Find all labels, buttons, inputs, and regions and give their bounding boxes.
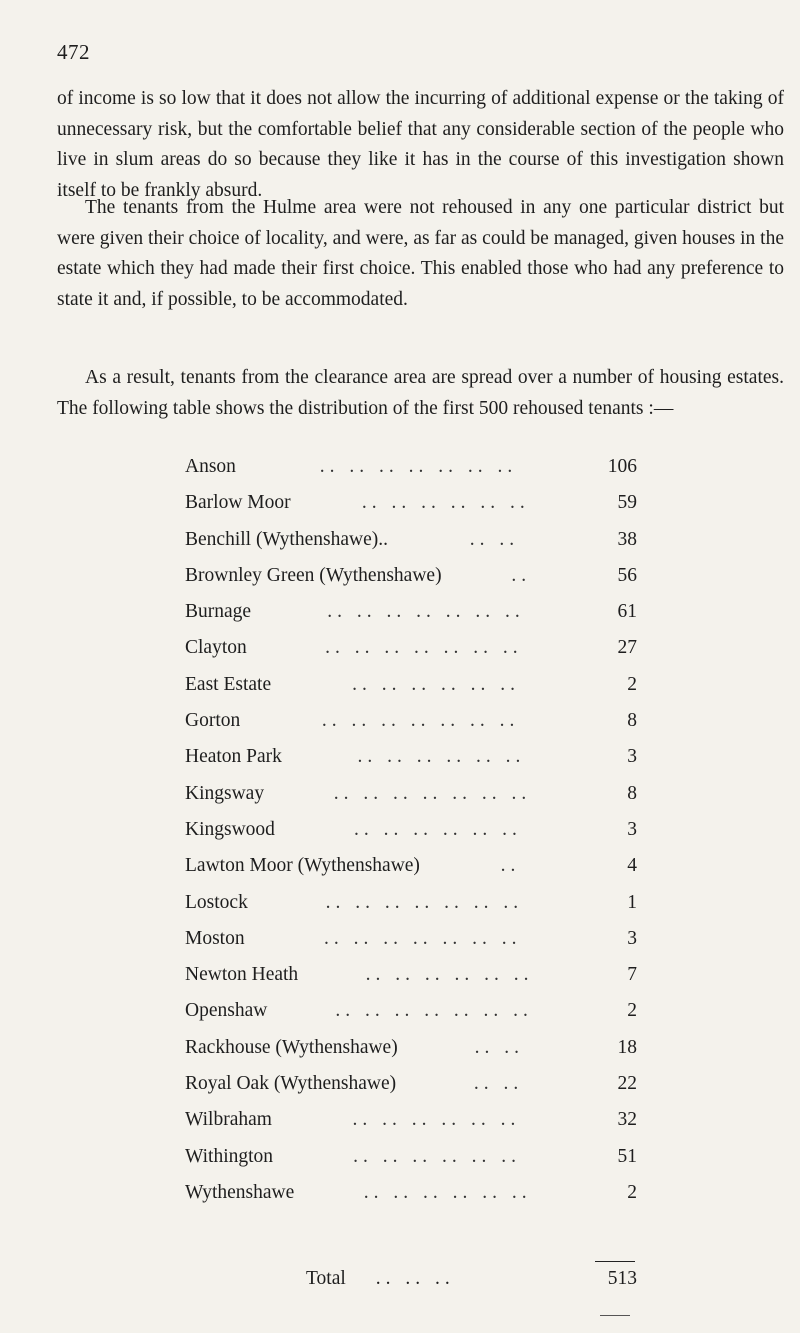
dot-leader: .. .. .. .. .. .. .. bbox=[321, 710, 520, 732]
dot-leader: .. .. .. .. .. .. bbox=[357, 746, 526, 768]
estate-name: Rackhouse (Wythenshawe) bbox=[185, 1036, 398, 1058]
total-row bbox=[306, 1268, 637, 1290]
tenant-count: 27 bbox=[617, 637, 637, 659]
dot-leader: .. .. .. .. .. .. .. bbox=[325, 891, 524, 913]
tenant-count: 61 bbox=[617, 601, 637, 623]
tenant-count: 106 bbox=[607, 456, 637, 477]
paragraph-2: The tenants from the Hulme area were not rehoused in any one particular district but were given their choice of locality, and were, as far as could be managed, given houses in the estate which they had made their first choice. This enabled those who had any preference to state it and, if possible, to be accommodated. bbox=[57, 197, 784, 310]
table-row bbox=[185, 1109, 637, 1145]
table-row bbox=[185, 529, 637, 565]
dot-leader: .. .. .. .. .. .. bbox=[363, 1181, 532, 1203]
estate-name: Moston bbox=[185, 927, 245, 949]
dot-leader: .. .. .. .. .. .. bbox=[354, 818, 522, 840]
paragraph-3: As a result, tenants from the clearance area are spread over a number of housing estates. The following table shows the distribution of the first 500 rehoused tenants :— bbox=[57, 367, 784, 419]
sum-rule bbox=[595, 1261, 635, 1262]
table-row bbox=[185, 928, 637, 964]
estate-name: Withington bbox=[185, 1145, 274, 1167]
estate-name: Brownley Green (Wythenshawe) bbox=[185, 564, 442, 586]
estate-name: Gorton bbox=[185, 710, 241, 732]
tenant-count: 8 bbox=[627, 710, 637, 732]
dot-leader: .. .. .. .. .. .. .. bbox=[335, 1000, 533, 1022]
table-row bbox=[185, 964, 637, 1000]
page-number: 472 bbox=[57, 40, 90, 64]
dot-leader: .. .. .. bbox=[375, 1268, 455, 1289]
dot-leader: .. .. .. .. .. .. .. bbox=[333, 782, 532, 804]
table-row bbox=[185, 855, 637, 891]
estate-name: Barlow Moor bbox=[185, 492, 291, 514]
estate-name: Newton Heath bbox=[185, 964, 299, 986]
tenant-count: 8 bbox=[627, 782, 637, 804]
tenant-count: 18 bbox=[617, 1036, 637, 1058]
tenant-count: 7 bbox=[627, 964, 637, 986]
dot-leader: .. .. .. .. .. .. .. bbox=[327, 601, 525, 623]
estate-name: Wythenshawe bbox=[185, 1181, 295, 1203]
tenant-count: 56 bbox=[617, 564, 637, 586]
estate-name: Royal Oak (Wythenshawe) bbox=[185, 1073, 397, 1095]
table-row bbox=[185, 819, 637, 855]
tenant-count: 2 bbox=[627, 673, 637, 695]
total-label: Total bbox=[306, 1268, 346, 1289]
estate-name: Clayton bbox=[185, 637, 247, 659]
table-row bbox=[185, 674, 637, 710]
dot-leader: .. .. .. .. .. .. .. bbox=[325, 637, 523, 659]
table-row bbox=[185, 1146, 637, 1182]
tenant-count: 32 bbox=[617, 1109, 637, 1131]
table-row bbox=[185, 1073, 637, 1109]
estate-name: Burnage bbox=[185, 601, 252, 623]
paragraph-1: of income is so low that it does not allow the incurring of additional expense or the taking of unnecessary risk, but the comfortable belief that any considerable section of the people who live in slum areas do so because they like it has in the course of this investigation shown itself to be frankly absurd. bbox=[57, 88, 784, 201]
tenant-count: 3 bbox=[627, 818, 637, 840]
estate-name: Benchill (Wythenshawe).. bbox=[185, 528, 388, 550]
tenant-count: 59 bbox=[617, 492, 637, 514]
table-row bbox=[185, 492, 637, 528]
dot-leader: .. .. .. .. .. .. bbox=[365, 964, 534, 986]
dot-leader: .. .. .. .. .. .. bbox=[361, 492, 530, 514]
dot-leader: .. bbox=[511, 564, 532, 586]
estate-name: East Estate bbox=[185, 673, 272, 695]
table-row bbox=[185, 710, 637, 746]
dot-leader: .. .. .. .. .. .. .. bbox=[324, 927, 522, 949]
tenant-count: 51 bbox=[617, 1145, 637, 1167]
dot-leader: .. .. bbox=[473, 1073, 524, 1095]
tenant-count: 3 bbox=[627, 927, 637, 949]
tenant-count: 2 bbox=[627, 1181, 637, 1203]
dot-leader: .. .. .. .. .. .. bbox=[352, 1109, 521, 1131]
dot-leader: .. .. bbox=[474, 1036, 525, 1058]
tenant-count: 2 bbox=[627, 1000, 637, 1022]
dot-leader: .. .. .. .. .. .. bbox=[352, 673, 520, 695]
dot-leader: .. bbox=[500, 855, 521, 877]
estate-name: Lawton Moor (Wythenshawe) bbox=[185, 855, 420, 877]
table-row bbox=[185, 601, 637, 637]
tenant-count: 38 bbox=[617, 528, 637, 550]
table-row bbox=[185, 637, 637, 673]
tenant-count: 1 bbox=[627, 891, 637, 913]
dot-leader: .. .. .. .. .. .. .. bbox=[319, 456, 518, 477]
closing-rule bbox=[600, 1315, 630, 1316]
table-row bbox=[185, 892, 637, 928]
tenant-count: 4 bbox=[627, 855, 637, 877]
table-row bbox=[185, 746, 637, 782]
estate-name: Wilbraham bbox=[185, 1109, 272, 1131]
estate-name: Anson bbox=[185, 456, 236, 477]
estate-name: Openshaw bbox=[185, 1000, 268, 1022]
estate-name: Heaton Park bbox=[185, 746, 282, 768]
table-row bbox=[185, 783, 637, 819]
distribution-table bbox=[185, 456, 637, 1218]
table-row bbox=[185, 1182, 637, 1218]
table-row bbox=[185, 565, 637, 601]
dot-leader: .. .. bbox=[469, 528, 520, 550]
table-row bbox=[185, 1037, 637, 1073]
table-row bbox=[185, 456, 637, 492]
total-value: 513 bbox=[607, 1268, 637, 1289]
tenant-count: 22 bbox=[617, 1073, 637, 1095]
estate-name: Kingswood bbox=[185, 818, 275, 840]
estate-name: Lostock bbox=[185, 891, 248, 913]
table-row bbox=[185, 1000, 637, 1036]
tenant-count: 3 bbox=[627, 746, 637, 768]
dot-leader: .. .. .. .. .. .. bbox=[353, 1145, 521, 1167]
estate-name: Kingsway bbox=[185, 782, 265, 804]
